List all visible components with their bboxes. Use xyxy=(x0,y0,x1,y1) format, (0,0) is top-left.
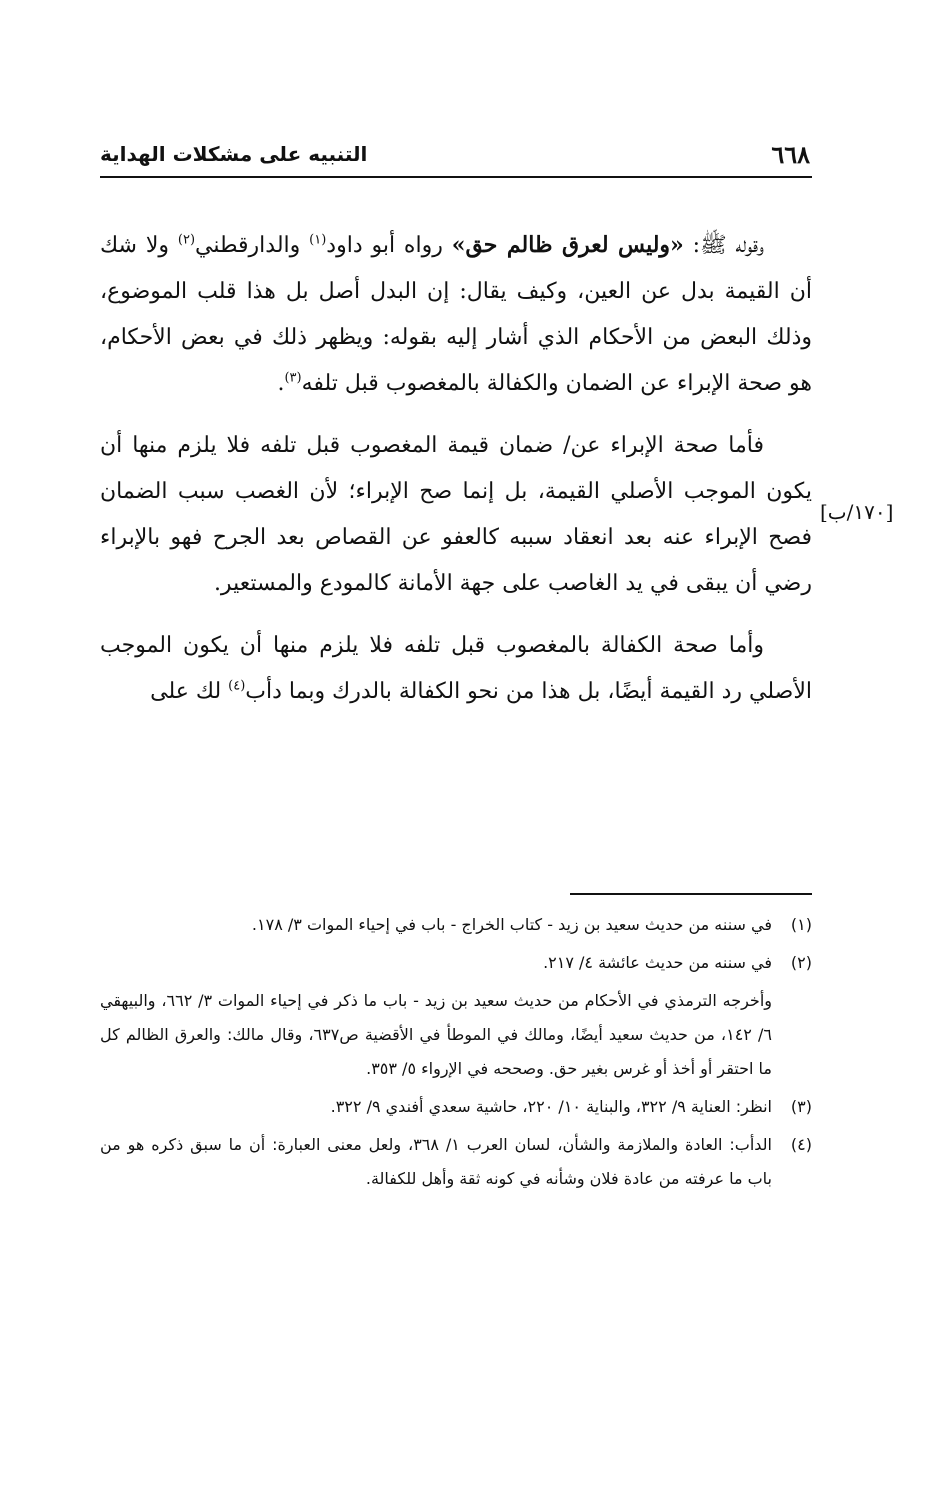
p1-text-a: وقوله ﷺ: xyxy=(683,233,764,258)
footnote-ref-1: (١) xyxy=(309,232,327,248)
p3-text-a: وأما صحة الكفالة بالمغصوب قبل تلفه فلا يلزم منها أن يكون الموجب الأصلي رد القيمة أيضًا، بل هذا من نحو الكفالة بالدرك وبما دأب xyxy=(100,633,812,704)
footnote-ref-2: (٢) xyxy=(177,232,196,248)
footnote-text: في سننه من حديث عائشة ٤/ ٢١٧. xyxy=(543,953,772,972)
hadith-quote: «وليس لعرق ظالم حق» xyxy=(451,232,684,258)
paragraph-2: فأما صحة الإبراء عن/ ضمان قيمة المغصوب قبل تلفه فلا يلزم منها أن يكون الموجب الأصلي القيمة، بل إنما صح الإبراء؛ لأن الغصب سبب الضمان فصح الإبراء عنه بعد انعقاد سببه كالعفو عن القصاص بعد الجرح فهو بالإبراء رضي أن يبقى في يد الغاصب على جهة الأمانة كالمودع والمستعير. xyxy=(100,433,812,596)
footnote-number: (٤) xyxy=(790,1135,812,1154)
footnotes xyxy=(100,908,812,1200)
footnote-ref-3: (٣) xyxy=(284,370,302,386)
footnote-2-continuation xyxy=(100,984,812,1086)
footnote-text: في سننه من حديث سعيد بن زيد - كتاب الخراج - باب في إحياء الموات ٣/ ١٧٨. xyxy=(251,915,772,934)
footnote-text: الدأب: العادة والملازمة والشأن، لسان العرب ١/ ٣٦٨، ولعل معنى العبارة: أن ما سبق ذكره هو من باب ما عرفته من عادة فلان وشأنه في كونه ثقة وأهل للكفالة. xyxy=(100,1135,772,1188)
footnote-4 xyxy=(100,1128,812,1196)
footnote-text: انظر: العناية ٩/ ٣٢٢، والبناية ١٠/ ٢٢٠، حاشية سعدي أفندي ٩/ ٣٢٢. xyxy=(330,1097,772,1116)
book-title: التنبيه على مشكلات الهداية xyxy=(100,142,368,166)
footnote-1 xyxy=(100,908,812,942)
footnote-number: (٢) xyxy=(790,953,812,972)
page-number: ٦٦٨ xyxy=(771,140,810,169)
p1-text-b: رواه أبو داود xyxy=(326,233,452,258)
footnote-divider xyxy=(570,893,812,895)
manuscript-folio-marker: [١٧٠/ب] xyxy=(820,500,894,524)
footnote-number: (١) xyxy=(790,915,812,934)
p1-text-e: . xyxy=(277,371,285,396)
footnote-number: (٣) xyxy=(790,1097,812,1116)
p3-text-b: لك على xyxy=(150,679,229,704)
main-text xyxy=(100,222,812,731)
paragraph-1 xyxy=(100,222,812,407)
paragraph-3 xyxy=(100,623,812,715)
running-header xyxy=(100,140,810,174)
footnote-ref-4: (٤) xyxy=(228,678,246,694)
footnote-text: وأخرجه الترمذي في الأحكام من حديث سعيد بن زيد - باب ما ذكر في إحياء الموات ٣/ ٦٦٢، والبيهقي ٦/ ١٤٢، من حديث سعيد أيضًا، ومالك في الموطأ في الأقضية ص٦٣٧، وقال مالك: والعرق الظالم كل ما احتقر أو أخذ أو غرس بغير حق. وصححه في الإرواء ٥/ ٣٥٣. xyxy=(100,991,773,1078)
p1-text-c: والدارقطني xyxy=(195,233,310,258)
header-divider xyxy=(100,176,812,178)
p1-text-d: ولا شك أن القيمة بدل عن العين، وكيف يقال: إن البدل أصل بل هذا قلب الموضوع، وذلك البعض من الأحكام الذي أشار إليه بقوله: ويظهر ذلك في بعض الأحكام، هو صحة الإبراء عن الضمان والكفالة بالمغصوب قبل تلفه xyxy=(100,233,812,396)
footnote-2 xyxy=(100,946,812,980)
footnote-3 xyxy=(100,1090,812,1124)
